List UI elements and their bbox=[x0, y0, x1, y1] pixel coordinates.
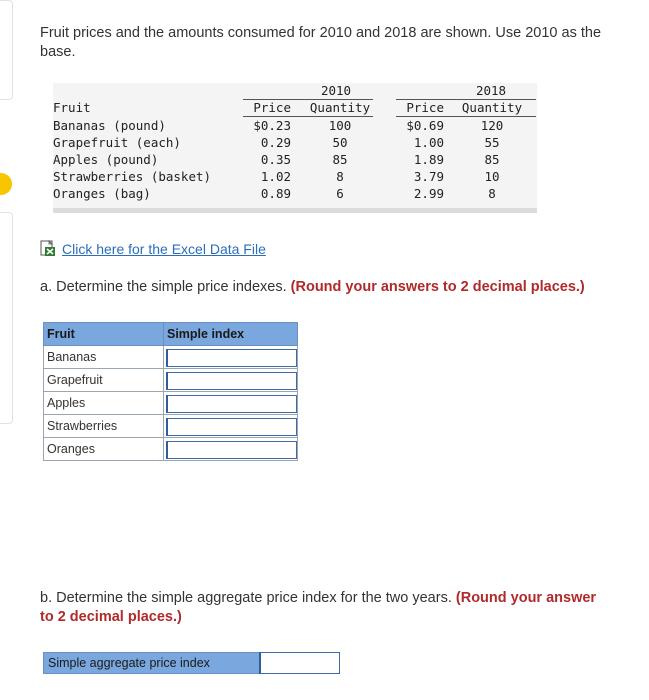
index-fruit-label: Apples bbox=[44, 392, 164, 415]
cell-quantity-2010: 85 bbox=[332, 152, 348, 167]
header-underline-2010 bbox=[243, 116, 373, 117]
cell-price-2018: 3.79 bbox=[413, 169, 444, 184]
cell-fruit: Strawberries (basket) bbox=[53, 169, 212, 184]
simple-index-input-bananas[interactable] bbox=[166, 349, 297, 367]
cell-quantity-2018: 10 bbox=[484, 169, 500, 184]
cell-price-2010: 0.29 bbox=[260, 135, 291, 150]
header-fruit: Fruit bbox=[53, 100, 91, 115]
index-header-fruit: Fruit bbox=[44, 323, 164, 346]
simple-index-input-grapefruit[interactable] bbox=[166, 372, 297, 390]
data-table-bottom-bar bbox=[53, 208, 537, 213]
cell-quantity-2018: 85 bbox=[484, 152, 500, 167]
simple-index-input-strawberries[interactable] bbox=[166, 418, 297, 436]
cell-fruit: Oranges (bag) bbox=[53, 186, 151, 201]
year-2018-label: 2018 bbox=[475, 83, 507, 98]
question-b bbox=[40, 589, 600, 627]
excel-document-icon bbox=[40, 240, 56, 257]
data-row bbox=[53, 152, 537, 169]
cell-fruit: Grapefruit (each) bbox=[53, 135, 181, 150]
cell-price-2018: 1.89 bbox=[413, 152, 444, 167]
index-header-simple-index: Simple index bbox=[164, 323, 298, 346]
data-row bbox=[53, 118, 537, 135]
aggregate-index-input[interactable] bbox=[259, 652, 340, 674]
cell-price-2018: $0.69 bbox=[406, 118, 444, 133]
question-b-hint: (Round your answer to 2 decimal places.) bbox=[40, 590, 597, 625]
table-row bbox=[44, 415, 298, 438]
table-row bbox=[44, 369, 298, 392]
header-quantity-2018: Quantity bbox=[461, 100, 523, 115]
data-table-header-row bbox=[53, 100, 537, 117]
cell-price-2010: $0.23 bbox=[253, 118, 291, 133]
cell-quantity-2018: 8 bbox=[488, 186, 496, 201]
simple-index-input-oranges[interactable] bbox=[166, 441, 297, 459]
cell-quantity-2010: 6 bbox=[336, 186, 344, 201]
header-price-2010: Price bbox=[253, 100, 291, 115]
year-2010-label: 2010 bbox=[320, 83, 352, 98]
cell-fruit: Apples (pound) bbox=[53, 152, 159, 167]
cell-price-2010: 0.89 bbox=[260, 186, 291, 201]
cell-price-2018: 2.99 bbox=[413, 186, 444, 201]
index-fruit-label: Strawberries bbox=[44, 415, 164, 438]
cell-quantity-2018: 55 bbox=[484, 135, 500, 150]
cell-quantity-2010: 100 bbox=[328, 118, 352, 133]
index-fruit-label: Oranges bbox=[44, 438, 164, 461]
table-row bbox=[44, 438, 298, 461]
index-fruit-label: Grapefruit bbox=[44, 369, 164, 392]
cell-price-2010: 0.35 bbox=[260, 152, 291, 167]
data-row bbox=[53, 186, 537, 203]
table-row bbox=[44, 346, 298, 369]
index-table-header bbox=[44, 323, 298, 346]
simple-index-table bbox=[43, 322, 298, 461]
left-panel-edge-top bbox=[0, 0, 13, 100]
cell-price-2010: 1.02 bbox=[260, 169, 291, 184]
data-row bbox=[53, 135, 537, 152]
header-price-2018: Price bbox=[406, 100, 444, 115]
cell-quantity-2018: 120 bbox=[480, 118, 504, 133]
question-a bbox=[40, 279, 640, 295]
question-b-text: b. Determine the simple aggregate price index for the two years. bbox=[40, 590, 452, 606]
excel-data-link[interactable] bbox=[40, 240, 266, 257]
table-row bbox=[44, 392, 298, 415]
problem-intro: Fruit prices and the amounts consumed for 2010 and 2018 are shown. Use 2010 as the base. bbox=[40, 25, 602, 60]
left-panel-edge-middle bbox=[0, 212, 13, 424]
fruit-data-table bbox=[53, 83, 537, 213]
cell-price-2018: 1.00 bbox=[413, 135, 444, 150]
cell-fruit: Bananas (pound) bbox=[53, 118, 166, 133]
header-quantity-2010: Quantity bbox=[309, 100, 371, 115]
simple-index-input-apples[interactable] bbox=[166, 395, 297, 413]
question-a-text: a. Determine the simple price indexes. bbox=[40, 279, 287, 295]
question-a-hint: (Round your answers to 2 decimal places.) bbox=[290, 279, 585, 295]
index-fruit-label: Bananas bbox=[44, 346, 164, 369]
cell-quantity-2010: 50 bbox=[332, 135, 348, 150]
aggregate-index-label: Simple aggregate price index bbox=[43, 652, 260, 674]
data-row bbox=[53, 169, 537, 186]
cell-quantity-2010: 8 bbox=[336, 169, 344, 184]
excel-link-label[interactable]: Click here for the Excel Data File bbox=[62, 240, 266, 257]
progress-indicator-dot[interactable] bbox=[0, 173, 12, 195]
header-underline-2018 bbox=[396, 116, 536, 117]
